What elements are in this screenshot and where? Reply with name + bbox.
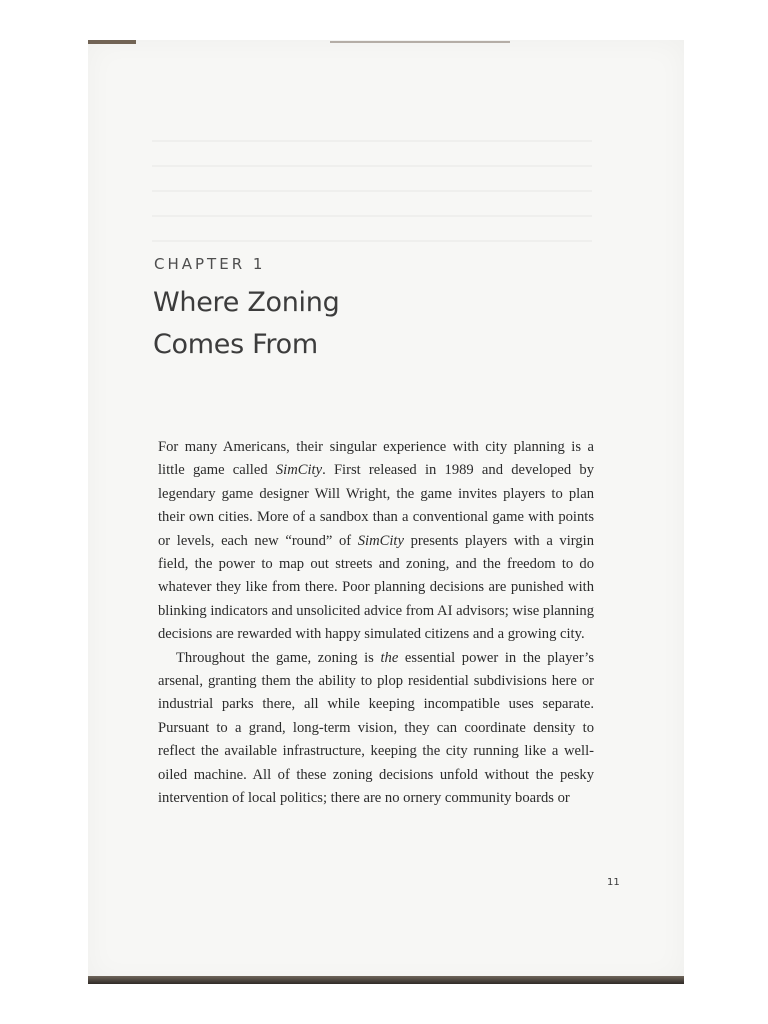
chapter-label: CHAPTER 1 [154,255,266,273]
paragraph [158,647,594,811]
text-run: Throughout the game, zoning is [176,649,381,666]
text-run: essential power in the player’s arsenal, granting them the ability to plop residential subdivisions here or industrial parks there, all while keeping incompatible uses separate. Pursuant to a grand, long-term vision, they can coordinate density to reflect the available infrastructure, keeping the city running like a well-oiled machine. All of these zoning decisions unfold without the pesky intervention of local politics; there are no ornery community boards or [158,649,594,807]
italic-emphasis: the [380,649,399,666]
chapter-title-line: Comes From [153,329,318,360]
page-edge-shadow-bottom [88,976,684,984]
show-through-line [152,140,592,142]
chapter-title [153,282,453,366]
chapter-title-line: Where Zoning [153,287,340,318]
text-run: presents players with a virgin field, the power to map out streets and zoning, and the freedom to do whatever they like from there. Poor planning decisions are punished with blinking indicators and unsolicited advice from AI advisors; wise planning decisions are rewarded with happy simulated citizens and a growing city. [158,532,595,643]
show-through-line [152,215,592,217]
italic-title: SimCity [275,462,323,479]
body-text [158,436,594,811]
show-through-line [152,190,592,192]
italic-title: SimCity [357,532,404,549]
show-through-line [152,240,592,242]
page-number: 11 [607,877,620,888]
paragraph [158,436,594,647]
page-edge-shadow-top-left [88,40,136,44]
show-through-line [152,165,592,167]
text-run: . First released in 1989 and developed by legendary game designer Will Wright, the game invites players to plan their own cities. More of a sandbox than a conventional game with points or levels, each new “round” of [158,462,594,549]
text-run: For many Americans, their singular experience with city planning is a little game called [158,439,594,479]
page-edge-shadow-top [330,41,510,43]
